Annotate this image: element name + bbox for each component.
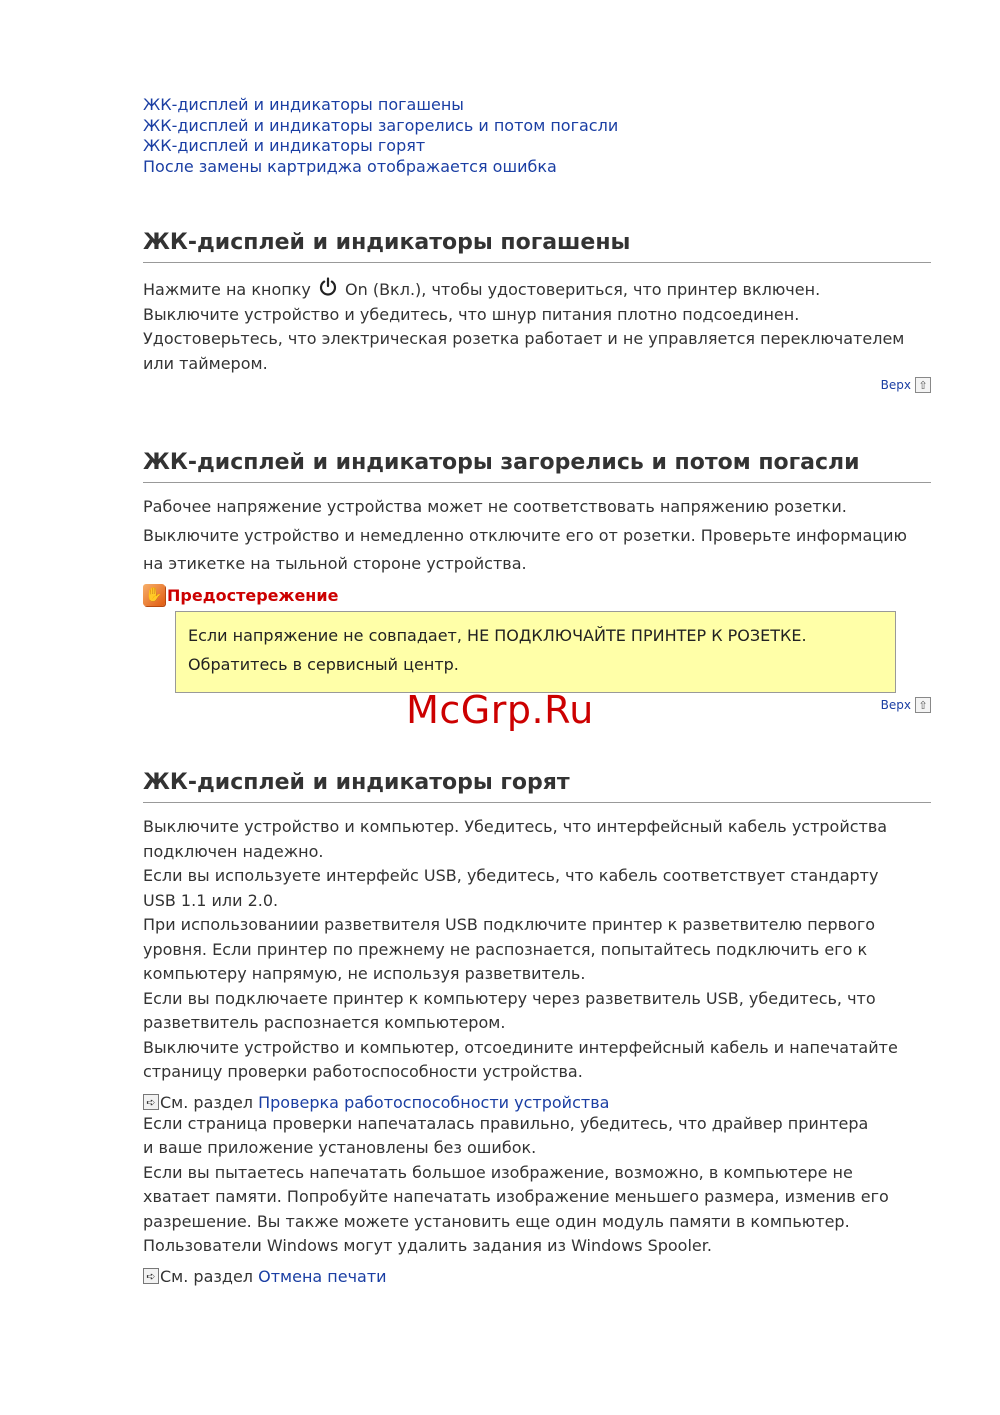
paragraph-line: уровня. Если принтер по прежнему не распознается, попытайтесь подключить его к	[143, 939, 868, 959]
paragraph-line: на этикетке на тыльной стороне устройства.	[143, 554, 527, 573]
caution-heading: ✋ Предостережение	[143, 584, 338, 606]
toc-link-cartridge-error[interactable]: После замены картриджа отображается ошибка	[143, 156, 557, 176]
caution-line: Если напряжение не совпадает, НЕ ПОДКЛЮЧАЙТЕ ПРИНТЕР К РОЗЕТКЕ.	[188, 626, 807, 645]
toc-link-leds-on[interactable]: ЖК-дисплей и индикаторы горят	[143, 136, 426, 155]
section-title: ЖК-дисплей и индикаторы погашены	[143, 230, 931, 263]
back-to-top-link[interactable]: Верх ⇧	[881, 697, 931, 713]
caution-hand-icon: ✋	[143, 584, 165, 606]
link-cancel-printing[interactable]: Отмена печати	[258, 1266, 387, 1286]
paragraph-line: Выключите устройство и компьютер. Убедитесь, что интерфейсный кабель устройства	[143, 817, 888, 836]
watermark-text: McGrp.Ru	[406, 688, 594, 732]
paragraph-line: Выключите устройство и немедленно отключите его от розетки. Проверьте информацию	[143, 525, 907, 545]
paragraph-line: USB 1.1 или 2.0.	[143, 890, 279, 910]
paragraph-line: Если вы используете интерфейс USB, убедитесь, что кабель соответствует стандарту	[143, 866, 879, 885]
paragraph-line: Нажмите на кнопку On (Вкл.), чтобы удостовериться, что принтер включен.	[143, 277, 931, 303]
see-also-arrow-icon: ➪	[143, 1268, 159, 1284]
caution-line: Обратитесь в сервисный центр.	[188, 654, 459, 674]
paragraph-line: Пользователи Windows могут удалить задания из Windows Spooler.	[143, 1236, 712, 1255]
paragraph-line: компьютеру напрямую, не используя разветвитель.	[143, 964, 586, 983]
link-print-test-page[interactable]: Проверка работоспособности устройства	[258, 1092, 610, 1112]
power-icon	[318, 277, 338, 297]
toc-link-leds-off[interactable]: ЖК-дисплей и индикаторы погашены	[143, 95, 464, 114]
paragraph-line: Выключите устройство и убедитесь, что шнур питания плотно подсоединен.	[143, 304, 800, 324]
paragraph-line: Рабочее напряжение устройства может не соответствовать напряжению розетки.	[143, 497, 847, 516]
paragraph-line: Если вы пытаетесь напечатать большое изображение, возможно, в компьютере не	[143, 1162, 853, 1182]
arrow-up-icon: ⇧	[915, 377, 931, 393]
see-also-line: ➪ См. раздел Проверка работоспособности устройства	[143, 1093, 931, 1112]
section-title: ЖК-дисплей и индикаторы горят	[143, 770, 931, 803]
section-leds-off	[143, 230, 931, 376]
paragraph-line: Выключите устройство и компьютер, отсоедините интерфейсный кабель и напечатайте	[143, 1037, 898, 1057]
paragraph-line: разрешение. Вы также можете установить еще один модуль памяти в компьютер.	[143, 1211, 850, 1231]
section-title: ЖК-дисплей и индикаторы загорелись и потом погасли	[143, 450, 931, 483]
paragraph-line: или таймером.	[143, 353, 268, 373]
paragraph-line: подключен надежно.	[143, 841, 324, 861]
paragraph-line: страницу проверки работоспособности устройства.	[143, 1062, 583, 1081]
paragraph-line: хватает памяти. Попробуйте напечатать изображение меньшего размера, изменив его	[143, 1187, 889, 1206]
paragraph-line: Удостоверьтесь, что электрическая розетка работает и не управляется переключателем	[143, 329, 905, 348]
see-also-arrow-icon: ➪	[143, 1094, 159, 1110]
paragraph-line: разветвитель распознается компьютером.	[143, 1013, 506, 1032]
back-to-top-link[interactable]: Верх ⇧	[881, 377, 931, 393]
toc	[143, 95, 618, 177]
paragraph-line: Если вы подключаете принтер к компьютеру через разветвитель USB, убедитесь, что	[143, 988, 876, 1008]
see-also-line: ➪ См. раздел Отмена печати	[143, 1267, 931, 1286]
paragraph-line: При использованиии разветвителя USB подключите принтер к разветвителю первого	[143, 915, 876, 934]
caution-box	[175, 611, 896, 693]
section-leds-on-then-off	[143, 450, 931, 579]
paragraph-line: Если страница проверки напечаталась правильно, убедитесь, что драйвер принтера	[143, 1113, 869, 1133]
arrow-up-icon: ⇧	[915, 697, 931, 713]
toc-link-leds-on-then-off[interactable]: ЖК-дисплей и индикаторы загорелись и потом погасли	[143, 115, 619, 135]
section-leds-on	[143, 770, 931, 1286]
paragraph-line: и ваше приложение установлены без ошибок.	[143, 1138, 537, 1157]
